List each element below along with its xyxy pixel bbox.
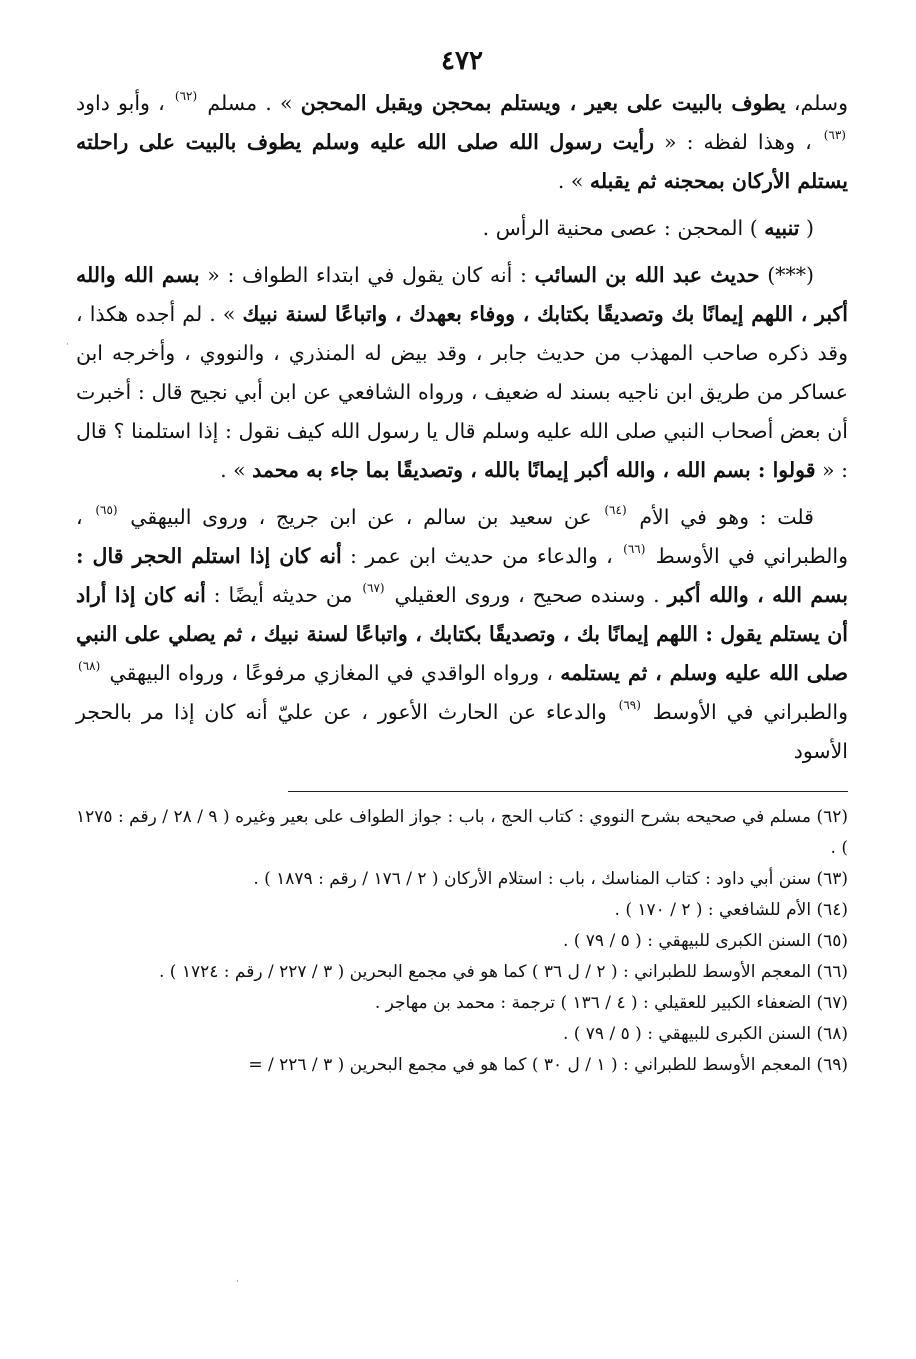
scan-speck: · bbox=[66, 340, 69, 350]
text-run: قلت : وهو في الأم bbox=[628, 505, 814, 529]
footnote-item: (٦٧) الضعفاء الكبير للعقيلي : ( ٤ / ١٣٦ ) ترجمة : محمد بن مهاجر . bbox=[374, 993, 848, 1013]
footnote-item: (٦٤) الأم للشافعي : ( ٢ / ١٧٠ ) . bbox=[614, 900, 848, 920]
footnote-item: (٦٥) السنن الكبرى للبيهقي : ( ٥ / ٧٩ ) . bbox=[562, 931, 848, 951]
paragraph-p2 bbox=[76, 209, 848, 248]
footnote-item: (٦٩) المعجم الأوسط للطبراني : ( ١ / ل ٣٠ ) كما هو في مجمع البحرين ( ٣ / ٢٢٦ / = bbox=[248, 1055, 848, 1075]
quoted-text: قولوا : بسم الله ، والله أكبر إيمانًا بالله ، وتصديقًا بما جاء به محمد bbox=[252, 458, 816, 482]
text-run: » . bbox=[220, 458, 253, 482]
quoted-text: بسم الله والله أكبر ، اللهم إيمانًا بك وتصديقًا بكتابك ، ووفاء بعهدك ، واتباعًا لسنة نبيك bbox=[76, 263, 848, 326]
footnote-reference: (٦٢) bbox=[174, 88, 198, 103]
text-run: » . لم أجده هكذا ، وقد ذكره صاحب المهذب من حديث جابر ، وقد بيض له المنذري ، والنووي ، وأخرجه ابن عساكر من طريق ابن ناجيه بسند له ضعيف ، ورواه الشافعي عن ابن أبي نجيح قال : أخبرت أن بعض أصحاب النبي صلى الله عليه وسلم قال يا رسول الله كيف نقول : إذا استلمنا ؟ قال : « bbox=[76, 302, 848, 482]
paragraph-p4 bbox=[76, 498, 848, 771]
text-run: وسلم، bbox=[785, 91, 848, 115]
text-run: ، وهذا لفظه : « bbox=[654, 130, 822, 154]
quoted-text: حديث عبد الله بن السائب bbox=[534, 263, 760, 287]
text-run: » . مسلم bbox=[199, 91, 301, 115]
text-run: » . bbox=[557, 169, 590, 193]
text-run: ( bbox=[799, 216, 814, 240]
footnote-reference: (٦٥) bbox=[95, 502, 118, 517]
text-run: عن سعيد بن سالم ، عن ابن جريج ، وروى البيهقي bbox=[119, 505, 603, 529]
text-run: والطبراني في الأوسط bbox=[642, 700, 848, 724]
footnote-reference: (٦٩) bbox=[618, 697, 641, 712]
text-run: ) المحجن : عصى محنية الرأس . bbox=[482, 216, 765, 240]
text-run: : أنه كان يقول في ابتداء الطواف : « bbox=[199, 263, 535, 287]
text-run: ، ورواه الواقدي في المغازي مرفوعًا ، ورواه البيهقي bbox=[102, 661, 561, 685]
text-run: ، والدعاء من حديث ابن عمر : bbox=[341, 544, 622, 568]
footnote-divider bbox=[288, 791, 848, 792]
text-run: ، والطبراني في الأوسط bbox=[76, 505, 848, 568]
paragraph-p1 bbox=[76, 84, 848, 201]
footnote-item: (٦٦) المعجم الأوسط للطبراني : ( ٢ / ل ٣٦ ) كما هو في مجمع البحرين ( ٣ / ٢٢٧ / رقم : ١٧٢٤ ) . bbox=[159, 962, 848, 982]
footnote-reference: (٦٤) bbox=[604, 502, 627, 517]
footnote-item: (٦٣) سنن أبي داود : كتاب المناسك ، باب : استلام الأركان ( ٢ / ١٧٦ / رقم : ١٨٧٩ ) . bbox=[253, 869, 848, 889]
footnote-item: (٦٢) مسلم في صحيحه بشرح النووي : كتاب الحج ، باب : جواز الطواف على بعير وغيره ( ٩ / ٢٨ / رقم : ١٢٧٥ ) . bbox=[76, 807, 848, 858]
text-run: من حديثه أيضًا : bbox=[205, 583, 361, 607]
text-run: ، وأبو داود bbox=[76, 91, 173, 115]
paragraph-p3 bbox=[76, 256, 848, 490]
footnote-reference: (٦٦) bbox=[623, 541, 646, 556]
text-run: (***) bbox=[759, 263, 815, 287]
quoted-text: تنبيه bbox=[764, 216, 800, 240]
text-run: والدعاء عن الحارث الأعور ، عن عليّ أنه كان إذا مر بالحجر الأسود bbox=[76, 700, 848, 763]
quoted-text: أنه كان إذا استلم الحجر قال : بسم الله ، والله أكبر bbox=[76, 544, 849, 607]
body-text bbox=[76, 84, 848, 771]
scan-speck: ˈ bbox=[236, 1280, 239, 1290]
footnote-reference: (٦٧) bbox=[362, 580, 385, 595]
text-run: . وسنده صحيح ، وروى العقيلي bbox=[386, 583, 668, 607]
quoted-text: يطوف بالبيت على بعير ، ويستلم بمحجن ويقبل المحجن bbox=[300, 91, 786, 115]
quoted-text: رأيت رسول الله صلى الله عليه وسلم يطوف بالبيت على راحلته يستلم الأركان بمحجنه ثم يقبله bbox=[76, 130, 848, 193]
footnote-reference: (٦٨) bbox=[78, 658, 101, 673]
book-page bbox=[76, 38, 848, 1338]
footnote-reference: (٦٣) bbox=[823, 127, 846, 142]
footnotes bbox=[76, 802, 848, 1081]
quoted-text: أنه كان إذا أراد أن يستلم يقول : اللهم إيمانًا بك ، وتصديقًا بكتابك ، واتباعًا لسنة نبيك ، ثم يصلي على النبي صلى الله عليه وسلم ، ثم يستلمه bbox=[76, 583, 849, 685]
page-number: ٤٧٢ bbox=[441, 46, 483, 76]
footnote-item: (٦٨) السنن الكبرى للبيهقي : ( ٥ / ٧٩ ) . bbox=[562, 1024, 848, 1044]
